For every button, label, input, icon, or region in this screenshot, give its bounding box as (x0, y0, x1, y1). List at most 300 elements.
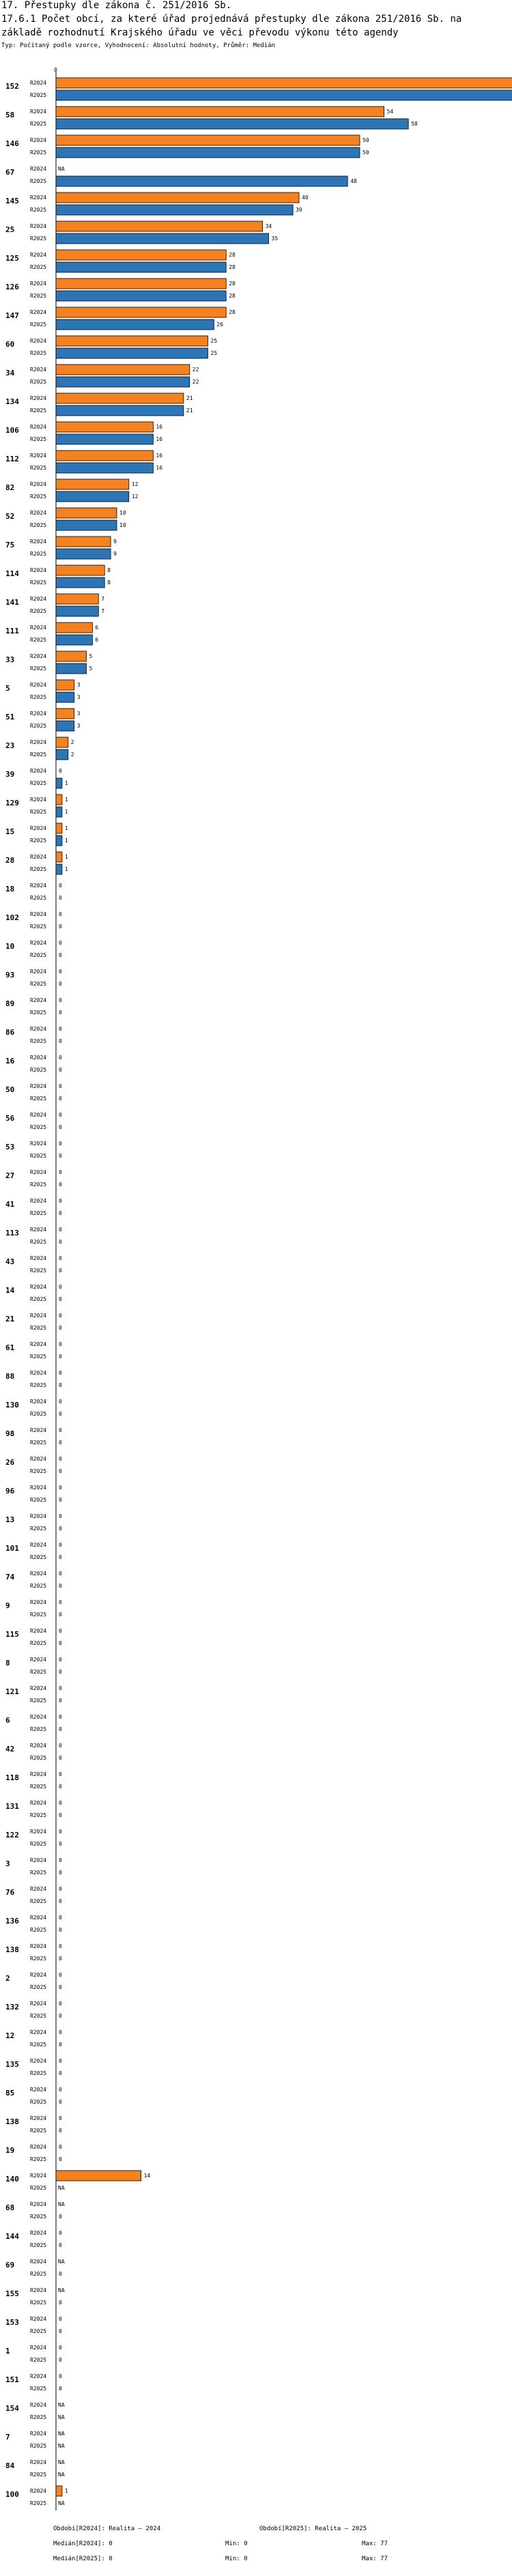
bar-r2024 (56, 422, 153, 432)
series-label: R2025 (30, 1755, 47, 1761)
bar-r2024 (56, 823, 62, 833)
series-label: R2024 (30, 739, 47, 745)
data-label: 0 (59, 2001, 62, 2007)
data-label: 0 (59, 2300, 62, 2306)
series-label: R2025 (30, 2472, 47, 2478)
data-label: 12 (131, 493, 139, 500)
data-label: 0 (59, 2230, 62, 2236)
series-label: R2025 (30, 1612, 47, 1618)
series-label: R2024 (30, 223, 47, 229)
series-label: R2024 (30, 80, 47, 86)
category-label: 112 (5, 455, 19, 463)
data-label: 7 (101, 608, 105, 614)
category-label: 135 (5, 2060, 19, 2069)
series-label: R2025 (30, 350, 47, 356)
series-label: R2024 (30, 1628, 47, 1634)
data-label: 0 (59, 2214, 62, 2220)
series-label: R2024 (30, 1943, 47, 1949)
bar-r2024 (56, 2486, 62, 2496)
data-label: 0 (59, 895, 62, 901)
series-label: R2024 (30, 481, 47, 487)
bar-r2025 (56, 377, 190, 387)
series-label: R2025 (30, 1440, 47, 1446)
category-label: 125 (5, 254, 19, 263)
data-label: 0 (59, 2013, 62, 2019)
data-label: 28 (229, 309, 236, 315)
na-label: NA (58, 2443, 65, 2449)
series-label: R2024 (30, 1370, 47, 1376)
category-label: 61 (5, 1343, 15, 1352)
category-label: 53 (5, 1143, 15, 1151)
data-label: 0 (59, 1313, 62, 1319)
series-label: R2024 (30, 1485, 47, 1491)
series-label: R2025 (30, 2328, 47, 2334)
na-label: NA (58, 2201, 65, 2207)
data-label: 0 (59, 1341, 62, 1347)
series-label: R2025 (30, 694, 47, 700)
bar-r2024 (56, 2171, 141, 2181)
category-label: 145 (5, 197, 19, 205)
series-label: R2024 (30, 338, 47, 344)
series-label: R2024 (30, 109, 47, 115)
category-label: 155 (5, 2289, 19, 2298)
data-label: 0 (59, 1898, 62, 1904)
data-label: 0 (59, 2042, 62, 2048)
data-label: 0 (59, 2099, 62, 2105)
series-label: R2025 (30, 1038, 47, 1044)
category-label: 129 (5, 799, 19, 807)
data-label: 0 (59, 1542, 62, 1548)
data-label: 0 (59, 1083, 62, 1089)
data-label: 0 (59, 2029, 62, 2035)
data-label: 3 (76, 723, 81, 729)
series-label: R2025 (30, 1812, 47, 1818)
series-label: R2025 (30, 2500, 47, 2506)
category-label: 152 (5, 82, 19, 91)
series-label: R2025 (30, 1354, 47, 1360)
max-r2024: Max: 77 (362, 2541, 388, 2547)
data-label: 0 (59, 1669, 62, 1675)
data-label: 0 (59, 1182, 62, 1188)
data-label: 0 (59, 1268, 62, 1274)
na-label: NA (58, 2431, 65, 2437)
series-label: R2025 (30, 1067, 47, 1073)
data-label: 0 (59, 1984, 62, 1990)
category-label: 136 (5, 1917, 19, 1926)
series-label: R2024 (30, 883, 47, 889)
bar-r2025 (56, 463, 153, 473)
category-label: 132 (5, 2003, 19, 2012)
series-label: R2024 (30, 596, 47, 602)
bar-r2024 (56, 651, 87, 661)
data-label: 0 (59, 1411, 62, 1417)
category-label: 131 (5, 1802, 19, 1811)
bar-r2024 (56, 78, 512, 88)
data-label: 0 (59, 1255, 62, 1261)
series-label: R2024 (30, 2345, 47, 2351)
category-label: 42 (5, 1745, 15, 1754)
series-label: R2024 (30, 911, 47, 917)
category-label: 3 (5, 1859, 10, 1868)
series-label: R2025 (30, 493, 47, 500)
data-label: 10 (119, 522, 126, 528)
category-label: 111 (5, 627, 19, 635)
series-label: R2025 (30, 866, 47, 872)
category-label: 138 (5, 1945, 19, 1954)
data-label: 0 (59, 1227, 62, 1233)
bar-r2025 (56, 663, 87, 674)
category-label: 86 (5, 1028, 15, 1037)
data-label: 0 (59, 924, 62, 930)
series-label: R2025 (30, 2214, 47, 2220)
category-label: 25 (5, 225, 15, 234)
data-label: 0 (59, 1169, 62, 1175)
bar-r2024 (56, 709, 74, 719)
data-label: 1 (64, 797, 68, 803)
data-label: 0 (59, 1771, 62, 1777)
data-label: 0 (59, 1325, 62, 1331)
series-label: R2024 (30, 2144, 47, 2150)
category-label: 82 (5, 483, 15, 492)
bar-r2025 (56, 262, 226, 272)
data-label: 0 (59, 997, 62, 1003)
data-label: 0 (59, 1685, 62, 1691)
series-label: R2024 (30, 1657, 47, 1663)
series-label: R2024 (30, 1571, 47, 1577)
na-label: NA (58, 166, 65, 172)
category-label: 21 (5, 1315, 15, 1323)
data-label: 0 (59, 1485, 62, 1491)
bar-r2024 (56, 221, 263, 231)
data-label: 0 (59, 2087, 62, 2093)
data-label: 9 (113, 551, 117, 557)
bar-r2024 (56, 393, 184, 403)
series-label: R2024 (30, 768, 47, 774)
data-label: 0 (59, 1038, 62, 1044)
category-label: 26 (5, 1458, 15, 1467)
series-label: R2024 (30, 1456, 47, 1462)
data-label: 28 (229, 281, 236, 287)
series-label: R2025 (30, 1239, 47, 1245)
series-label: R2025 (30, 838, 47, 844)
data-label: 0 (59, 1841, 62, 1847)
series-label: R2025 (30, 1583, 47, 1589)
data-label: 0 (59, 2271, 62, 2277)
category-label: 60 (5, 340, 15, 349)
series-label: R2025 (30, 1153, 47, 1159)
series-label: R2025 (30, 1984, 47, 1990)
bar-r2024 (56, 536, 111, 547)
data-label: 12 (131, 481, 139, 487)
series-label: R2025 (30, 264, 47, 270)
data-label: 0 (59, 1010, 62, 1016)
series-label: R2025 (30, 1210, 47, 1216)
series-label: R2024 (30, 2115, 47, 2121)
category-label: 52 (5, 512, 15, 521)
data-label: 0 (59, 2156, 62, 2162)
category-label: 75 (5, 541, 15, 549)
series-label: R2025 (30, 1325, 47, 1331)
bar-r2025 (56, 778, 62, 788)
series-label: R2025 (30, 1784, 47, 1790)
series-label: R2025 (30, 2070, 47, 2076)
page-title: 17. Přestupky dle zákona č. 251/2016 Sb. (1, 0, 232, 11)
category-label: 14 (5, 1286, 15, 1295)
series-label: R2024 (30, 1771, 47, 1777)
data-label: 1 (64, 866, 68, 872)
data-label: 0 (59, 981, 62, 987)
data-label: 0 (59, 1657, 62, 1663)
series-label: R2024 (30, 2316, 47, 2322)
bar-r2025 (56, 319, 214, 330)
data-label: 21 (186, 407, 193, 414)
data-label: 1 (64, 825, 68, 831)
data-label: 6 (95, 625, 99, 631)
series-label: R2025 (30, 952, 47, 958)
category-label: 141 (5, 598, 19, 607)
data-label: 0 (59, 1599, 62, 1605)
series-label: R2025 (30, 608, 47, 614)
bar-r2025 (56, 491, 129, 502)
category-label: 5 (5, 684, 10, 693)
data-label: 16 (156, 453, 163, 459)
na-label: NA (58, 2402, 65, 2408)
category-label: 140 (5, 2175, 19, 2184)
bar-r2025 (56, 749, 68, 760)
data-label: 0 (59, 1296, 62, 1302)
series-label: R2024 (30, 1427, 47, 1433)
data-label: 0 (59, 1915, 62, 1921)
series-label: R2024 (30, 2087, 47, 2093)
data-label: 1 (64, 838, 68, 844)
category-label: 76 (5, 1888, 15, 1897)
series-label: R2025 (30, 321, 47, 328)
category-label: 146 (5, 139, 19, 148)
data-label: 35 (271, 235, 279, 242)
data-label: 0 (59, 940, 62, 946)
series-label: R2025 (30, 207, 47, 213)
median-r2024: Medián[R2024]: 0 (53, 2541, 113, 2547)
data-label: 0 (59, 911, 62, 917)
series-label: R2025 (30, 1182, 47, 1188)
data-label: 22 (192, 379, 199, 385)
series-label: R2024 (30, 195, 47, 201)
bar-r2025 (56, 434, 153, 444)
category-label: 9 (5, 1601, 10, 1610)
bar-r2025 (56, 807, 62, 817)
data-label: 0 (59, 1370, 62, 1376)
category-label: 68 (5, 2203, 15, 2212)
series-label: R2024 (30, 281, 47, 287)
bar-r2025 (56, 835, 62, 846)
median-r2025: Medián[R2025]: 0 (53, 2556, 113, 2562)
category-label: 19 (5, 2146, 15, 2155)
series-label: R2024 (30, 682, 47, 688)
category-label: 153 (5, 2318, 19, 2327)
series-label: R2024 (30, 1972, 47, 1978)
category-label: 15 (5, 827, 15, 836)
data-label: 0 (59, 1382, 62, 1388)
category-label: 93 (5, 971, 15, 979)
series-label: R2025 (30, 2128, 47, 2134)
bar-r2025 (56, 606, 98, 616)
data-label: 0 (59, 1726, 62, 1732)
bar-r2024 (56, 278, 226, 289)
series-label: R2025 (30, 579, 47, 586)
bar-r2024 (56, 135, 360, 145)
series-label: R2024 (30, 2001, 47, 2007)
data-label: 0 (59, 2115, 62, 2121)
na-label: NA (58, 2459, 65, 2465)
data-label: 0 (59, 1784, 62, 1790)
series-label: R2025 (30, 1554, 47, 1560)
data-label: 1 (64, 854, 68, 860)
legend-r2025: Období[R2025]: Realita – 2025 (259, 2525, 367, 2532)
bar-r2024 (56, 307, 226, 317)
series-label: R2024 (30, 797, 47, 803)
series-label: R2025 (30, 1669, 47, 1675)
category-label: 98 (5, 1429, 15, 1438)
series-label: R2024 (30, 825, 47, 831)
data-label: 9 (113, 539, 117, 545)
data-label: 0 (59, 1927, 62, 1933)
series-label: R2025 (30, 121, 47, 127)
category-label: 126 (5, 283, 19, 291)
data-label: 0 (59, 1284, 62, 1290)
series-label: R2025 (30, 895, 47, 901)
bar-r2025 (56, 864, 62, 874)
data-label: 0 (59, 1198, 62, 1204)
data-label: 0 (59, 1755, 62, 1761)
category-label: 74 (5, 1573, 15, 1582)
series-label: R2025 (30, 1841, 47, 1847)
series-label: R2024 (30, 1915, 47, 1921)
series-label: R2024 (30, 2029, 47, 2035)
bar-r2024 (56, 852, 62, 862)
data-label: 0 (59, 1153, 62, 1159)
data-label: 0 (59, 2128, 62, 2134)
series-label: R2024 (30, 2402, 47, 2408)
series-label: R2025 (30, 92, 47, 98)
data-label: 0 (59, 1612, 62, 1618)
series-label: R2024 (30, 1083, 47, 1089)
category-label: 89 (5, 999, 15, 1008)
series-label: R2024 (30, 1026, 47, 1032)
category-label: 34 (5, 369, 15, 377)
series-label: R2025 (30, 1927, 47, 1933)
data-label: 0 (59, 1427, 62, 1433)
data-label: 3 (76, 682, 81, 688)
data-label: 28 (229, 252, 236, 258)
data-label: 0 (59, 1857, 62, 1863)
series-label: R2025 (30, 2242, 47, 2248)
series-label: R2025 (30, 2271, 47, 2277)
series-label: R2025 (30, 178, 47, 184)
series-label: R2024 (30, 309, 47, 315)
series-label: R2025 (30, 465, 47, 471)
data-label: 0 (59, 1628, 62, 1634)
series-label: R2025 (30, 809, 47, 815)
data-label: 21 (186, 395, 193, 401)
data-label: 25 (210, 350, 218, 356)
category-label: 85 (5, 2089, 15, 2098)
data-label: 25 (210, 338, 218, 344)
data-label: 0 (59, 1886, 62, 1892)
series-label: R2024 (30, 367, 47, 373)
data-label: 0 (59, 1800, 62, 1806)
bar-r2024 (56, 364, 190, 375)
series-label: R2024 (30, 1800, 47, 1806)
chart-subtitle-line-1: 17.6.1 Počet obcí, za které úřad projednává přestupky dle zákona 251/2016 Sb. na (1, 14, 462, 25)
category-label: 144 (5, 2232, 19, 2241)
category-label: 16 (5, 1057, 15, 1065)
series-label: R2024 (30, 539, 47, 545)
data-label: 16 (156, 424, 163, 430)
bar-r2024 (56, 622, 92, 633)
data-label: 0 (59, 1956, 62, 1962)
category-label: 6 (5, 1716, 10, 1725)
bar-r2024 (56, 192, 299, 203)
series-label: R2024 (30, 166, 47, 172)
data-label: 0 (59, 1468, 62, 1474)
series-label: R2025 (30, 2357, 47, 2363)
data-label: 10 (119, 510, 126, 516)
bar-r2025 (56, 635, 92, 645)
na-label: NA (58, 2414, 65, 2420)
series-label: R2025 (30, 1296, 47, 1302)
series-label: R2025 (30, 1468, 47, 1474)
series-label: R2024 (30, 1227, 47, 1233)
series-label: R2024 (30, 2373, 47, 2379)
chart-meta: Typ: Počítaný podle vzorce, Vyhodnocení: Absolutní hodnoty, Průměr: Medián (1, 42, 275, 49)
data-label: 0 (59, 1141, 62, 1147)
data-label: 5 (89, 666, 93, 672)
bar-r2025 (56, 233, 269, 244)
series-label: R2025 (30, 1698, 47, 1704)
series-label: R2024 (30, 2287, 47, 2293)
series-label: R2024 (30, 2230, 47, 2236)
category-label: 102 (5, 913, 19, 922)
category-label: 147 (5, 311, 19, 320)
series-label: R2024 (30, 940, 47, 946)
data-label: 0 (59, 1583, 62, 1589)
data-label: 0 (59, 2386, 62, 2392)
data-label: 0 (59, 1399, 62, 1405)
data-label: 0 (59, 2242, 62, 2248)
bar-r2024 (56, 336, 208, 346)
data-label: 0 (59, 1210, 62, 1216)
series-label: R2025 (30, 522, 47, 528)
series-label: R2024 (30, 510, 47, 516)
data-label: 0 (59, 1354, 62, 1360)
data-label: 26 (216, 321, 224, 328)
na-label: NA (58, 2185, 65, 2191)
series-label: R2025 (30, 1268, 47, 1274)
category-label: 13 (5, 1515, 15, 1524)
data-label: 0 (59, 2373, 62, 2379)
series-label: R2025 (30, 637, 47, 643)
series-label: R2025 (30, 235, 47, 242)
series-label: R2025 (30, 1870, 47, 1876)
bar-r2024 (56, 795, 62, 805)
data-label: 0 (59, 1440, 62, 1446)
series-label: R2024 (30, 2259, 47, 2265)
category-label: 122 (5, 1831, 19, 1840)
series-label: R2024 (30, 1857, 47, 1863)
category-label: 118 (5, 1773, 19, 1782)
bar-r2025 (56, 577, 104, 588)
data-label: 0 (59, 2316, 62, 2322)
